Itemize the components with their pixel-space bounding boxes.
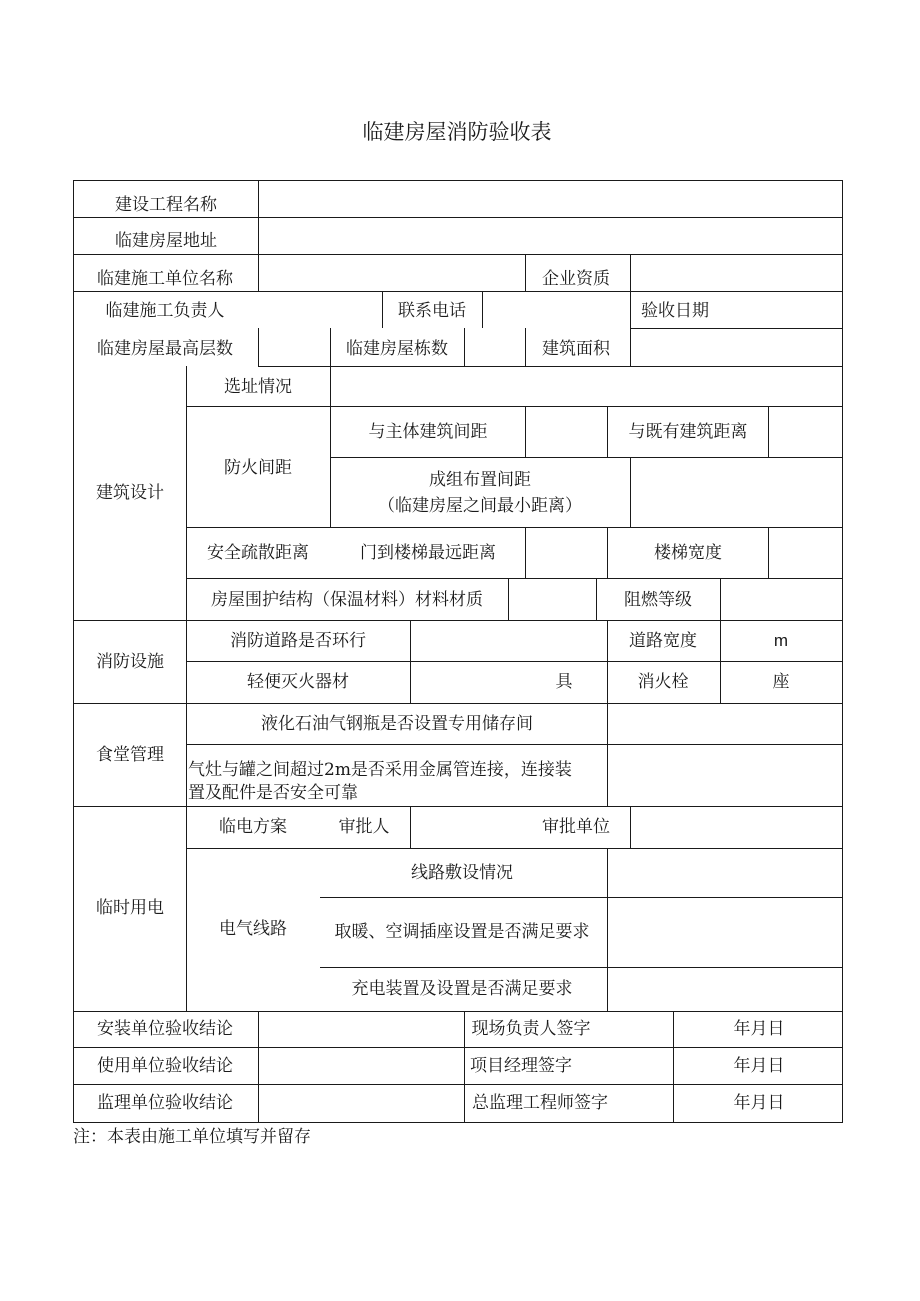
label-use-conclusion: 使用单位验收结论 <box>97 1056 233 1076</box>
label-supervisor-conclusion: 监理单位验收结论 <box>97 1093 233 1113</box>
label-group-layout: 成组布置间距 <box>429 470 531 490</box>
table-divider <box>720 578 721 620</box>
table-rule <box>330 457 842 458</box>
table-divider <box>607 620 608 703</box>
table-divider <box>720 620 721 703</box>
table-divider <box>596 578 597 620</box>
table-divider <box>768 406 769 457</box>
table-divider <box>508 578 509 620</box>
label-temp-power: 临时用电 <box>96 898 164 918</box>
table-divider <box>382 291 383 328</box>
table-rule <box>73 620 842 621</box>
table-divider <box>482 291 483 328</box>
table-divider <box>607 527 608 578</box>
label-site-manager-sign: 现场负责人签字 <box>471 1019 591 1039</box>
label-building-design: 建筑设计 <box>96 483 164 503</box>
label-chief-supervisor-sign: 总监理工程师签字 <box>472 1093 608 1113</box>
label-lpg-storage: 液化石油气钢瓶是否设置专用储存间 <box>261 714 533 734</box>
table-rule <box>73 1011 842 1012</box>
table-divider <box>630 254 631 366</box>
table-border-right <box>842 180 843 1123</box>
table-rule <box>186 406 842 407</box>
label-approving-unit: 审批单位 <box>542 817 610 837</box>
table-divider <box>258 180 259 291</box>
label-hydrant-unit: 座 <box>772 672 790 692</box>
label-road-width: 道路宽度 <box>629 631 697 651</box>
table-border-left <box>73 180 74 1123</box>
table-rule <box>186 661 842 662</box>
label-project-name: 建设工程名称 <box>115 195 217 215</box>
label-phone: 联系电话 <box>398 301 466 321</box>
label-qualification: 企业资质 <box>542 269 610 289</box>
label-electrical-lines: 电气线路 <box>219 919 287 939</box>
page-title: 临建房屋消防验收表 <box>362 120 552 144</box>
label-evacuation-distance: 安全疏散距离 <box>207 543 309 563</box>
table-divider <box>464 1011 465 1122</box>
table-rule <box>73 703 842 704</box>
table-divider <box>630 457 631 527</box>
table-rule <box>630 328 842 329</box>
label-charging: 充电装置及设置是否满足要求 <box>351 979 573 999</box>
label-address: 临建房屋地址 <box>115 231 217 251</box>
label-power-plan: 临电方案 <box>219 817 287 837</box>
table-border-top <box>73 180 842 181</box>
table-rule <box>186 744 842 745</box>
label-door-to-stair: 门到楼梯最远距离 <box>360 543 496 563</box>
label-gas-pipe-cont: 置及配件是否安全可靠 <box>188 783 358 803</box>
label-install-conclusion: 安装单位验收结论 <box>97 1019 233 1039</box>
label-wiring: 线路敷设情况 <box>411 863 513 883</box>
label-road-loop: 消防道路是否环行 <box>230 631 366 651</box>
table-divider <box>525 328 526 366</box>
label-heating-sockets: 取暖、空调插座设置是否满足要求 <box>334 922 590 942</box>
label-extinguisher-unit: 具 <box>555 672 573 692</box>
table-divider <box>258 1011 259 1122</box>
table-rule <box>73 1084 842 1085</box>
label-canteen: 食堂管理 <box>96 745 164 765</box>
table-rule <box>186 578 842 579</box>
label-fire-rating: 阻燃等级 <box>624 590 692 610</box>
label-person-in-charge: 临建施工负责人 <box>105 301 225 321</box>
label-hydrant: 消火栓 <box>637 672 689 692</box>
label-contractor-name: 临建施工单位名称 <box>97 269 233 289</box>
label-site-selection: 选址情况 <box>224 377 292 397</box>
table-rule <box>73 254 842 255</box>
table-divider <box>330 366 331 527</box>
label-stair-width: 楼梯宽度 <box>654 543 722 563</box>
table-divider <box>330 328 331 366</box>
table-divider <box>630 806 631 848</box>
table-rule <box>73 291 842 292</box>
label-fire-facilities: 消防设施 <box>96 652 164 672</box>
table-rule <box>258 366 842 367</box>
label-gas-pipe: 气灶与罐之间超过2m是否采用金属管连接，连接装 <box>188 760 572 780</box>
table-divider <box>607 848 608 1011</box>
table-divider <box>525 406 526 457</box>
label-pm-sign: 项目经理签字 <box>470 1056 572 1076</box>
table-divider <box>464 328 465 366</box>
table-divider <box>186 366 187 1011</box>
table-divider <box>410 620 411 703</box>
table-divider <box>258 328 259 366</box>
table-border-bottom <box>73 1122 842 1123</box>
label-distance-existing: 与既有建筑距离 <box>628 422 748 442</box>
label-date-2: 年月日 <box>733 1056 785 1076</box>
table-divider <box>607 406 608 457</box>
label-date-3: 年月日 <box>733 1093 785 1113</box>
table-rule <box>186 527 842 528</box>
table-divider <box>673 1011 674 1122</box>
table-rule <box>320 967 842 968</box>
label-date-1: 年月日 <box>733 1019 785 1039</box>
label-road-width-unit: m <box>773 631 789 650</box>
label-envelope-material: 房屋围护结构（保温材料）材料材质 <box>211 590 483 610</box>
label-approver: 审批人 <box>338 817 390 837</box>
table-rule <box>320 897 842 898</box>
label-distance-main: 与主体建筑间距 <box>368 422 488 442</box>
label-inspection-date: 验收日期 <box>641 301 709 321</box>
label-fire-separation: 防火间距 <box>224 458 292 478</box>
label-building-count: 临建房屋栋数 <box>346 339 448 359</box>
label-max-floors: 临建房屋最高层数 <box>97 339 233 359</box>
table-divider <box>768 527 769 578</box>
table-divider <box>525 527 526 578</box>
table-divider <box>607 703 608 806</box>
table-rule <box>73 806 842 807</box>
label-building-area: 建筑面积 <box>542 339 610 359</box>
table-divider <box>525 254 526 291</box>
footnote: 注：本表由施工单位填写并留存 <box>73 1127 311 1147</box>
label-extinguishers: 轻便灭火器材 <box>247 672 349 692</box>
table-rule <box>73 1047 842 1048</box>
table-rule <box>73 217 842 218</box>
table-rule <box>186 848 842 849</box>
label-group-layout-note: （临建房屋之间最小距离） <box>378 496 582 516</box>
table-divider <box>410 806 411 848</box>
